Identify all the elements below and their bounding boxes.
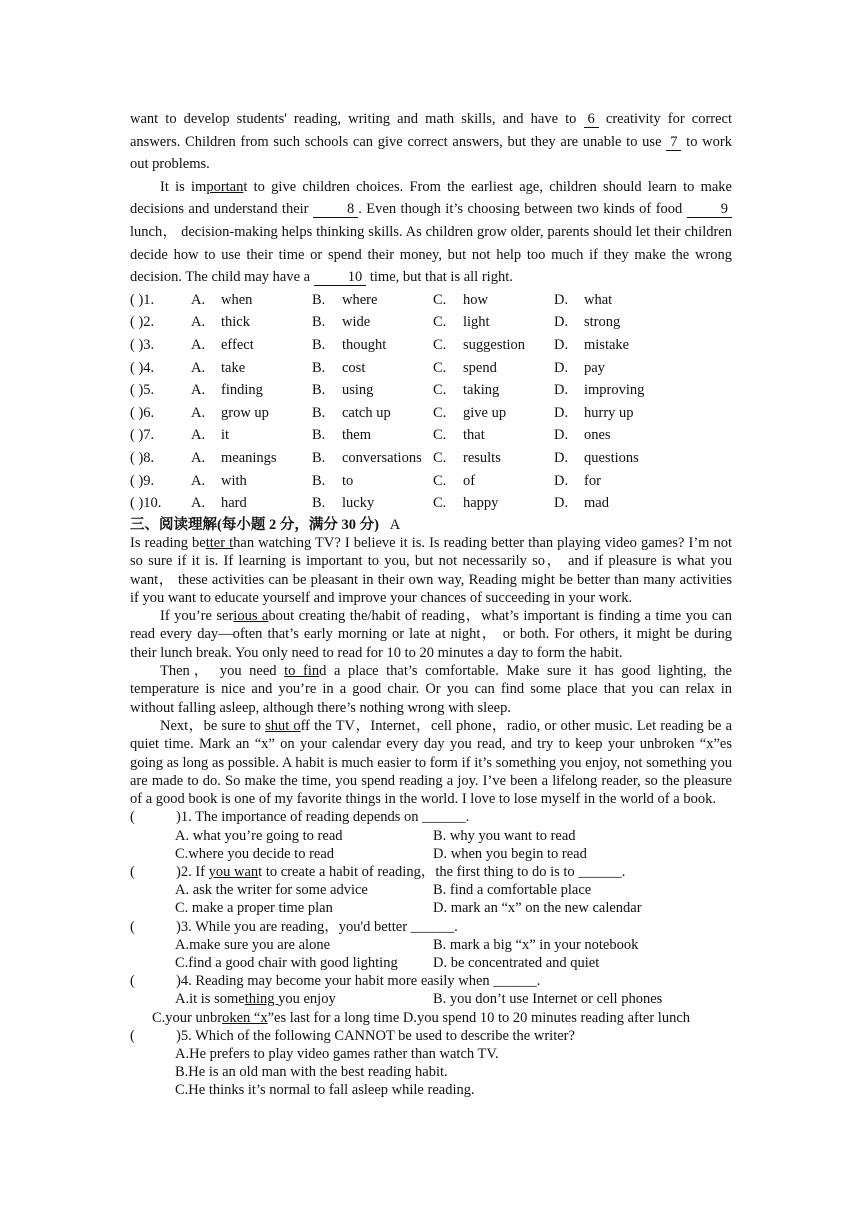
option-letter: C. [433,336,447,353]
reading-question-5 [130,1027,732,1100]
option-c: C. make a proper time plan [175,900,333,917]
option-letter: C. [433,427,447,444]
cloze-paragraph-2 [130,176,732,289]
option-letter: C. [433,291,447,308]
text: ff the TV，Internet，cell phone，radio, or other music. Let reading be a quiet time. Mark an “x” on your calendar every day you read, and try to keep your unbroken “x”es going as long as possible. A habit is much easier to form if it’s something you enjoy, not something you are made to do. So make the time, you spend reading a joy. I’ve been a lifelong reader, so the pleasure of a good book is one of my favorite things in the world. I love to lose myself in the world of a book. [130,717,733,808]
text: ious a [233,608,269,625]
option-letter: B. [312,404,326,421]
option-letter: C. [433,404,447,421]
option-letter: A. [191,382,206,399]
option-letter: D. [554,495,569,512]
option-letter: C. [433,472,447,489]
text: portan [206,178,244,195]
option-c: how [463,291,488,308]
option-a: A.make sure you are alone [175,936,331,953]
cloze-question-row [130,357,732,380]
text: thing [244,991,279,1008]
answer-bracket: ( [130,1027,135,1044]
reading-question-2 [130,863,732,918]
question-stem: )5. Which of the following CANNOT be used to describe the writer? [176,1027,575,1044]
reading-question-1 [130,808,732,863]
question-stem: you wan [208,864,259,881]
cloze-question-row [130,311,732,334]
cloze-paragraph-1 [130,108,732,176]
option-a: finding [221,382,263,399]
question-number: ( )8. [130,449,155,466]
text: to work out problems. [130,133,732,173]
option-letter: B. [312,472,326,489]
section-tag: A [389,516,401,533]
reading-question-3 [130,918,732,973]
passage-paragraph-2 [130,607,732,662]
question-number: ( )5. [130,382,155,399]
option-c: taking [463,382,500,399]
option-letter: D. [554,404,569,421]
blank-9: 9 [687,202,732,218]
option-letter: A. [191,404,206,421]
option-b: thought [342,336,387,353]
text: shut o [265,717,301,734]
option-d: D.you spend 10 to 20 minutes reading after lunch [402,1009,691,1026]
option-letter: D. [554,336,569,353]
question-number: ( )6. [130,404,155,421]
option-a: when [221,291,253,308]
text: oken “x [222,1009,268,1026]
text: bout creating the/habit of reading，what’s important is finding a time you can read every day—often that’s early morning or late at night， or both. For others, it might be during their lunch break. You only need to read for 10 to 20 minutes a day to form the habit. [130,608,732,661]
text: time, but that is all right. [366,269,513,286]
option-a: A.He prefers to play video games rather than watch TV. [175,1046,499,1063]
option-letter: D. [554,449,569,466]
passage-paragraph-3 [130,662,732,717]
blank-6: 6 [584,112,599,128]
option-d: mad [584,495,609,512]
option-letter: B. [312,336,326,353]
option-c: spend [463,359,497,376]
option-c: happy [463,495,499,512]
question-stem: )1. The importance of reading depends on ______. [176,809,470,826]
option-d: D. mark an “x” on the new calendar [433,900,642,917]
option-d: D. when you begin to read [433,845,587,862]
option-letter: B. [312,427,326,444]
question-stem: )3. While you are reading，you'd better ______. [176,918,458,935]
blank-8: 8 [313,202,358,218]
cloze-question-row [130,289,732,312]
option-a: thick [221,314,250,331]
option-b: using [342,382,374,399]
text: tter t [205,534,234,551]
option-c: C.find a good chair with good lighting [175,955,398,972]
blank-10: 10 [314,270,367,286]
cloze-question-row [130,447,732,470]
text: lunch， decision-making helps thinking skills. As children grow older, parents should let their children decide how to use their time or spend their money, but not help too much if they make the wrong decision. The child may have a [130,223,732,286]
option-d: questions [584,449,639,466]
text: han watching TV? I believe it is. Is reading better than playing video games? I’m not so sure if it is. If learning is important to you, but not necessarily so， and if pleasure is what you want， these activities can be pleasant in their own way, Reading might be better than many activities if you want to educate yourself and improve your chances of succeeding in your work. [130,534,732,606]
option-c: of [463,472,476,489]
answer-bracket: ( [130,809,135,826]
option-letter: D. [554,472,569,489]
option-b: B. find a comfortable place [433,882,592,899]
option-letter: D. [554,382,569,399]
option-b: them [342,427,371,444]
option-letter: D. [554,291,569,308]
option-a [175,990,433,1008]
option-c: results [463,449,501,466]
option-b: conversations [342,449,422,466]
option-d: D. be concentrated and quiet [433,955,600,972]
option-c: C.He thinks it’s normal to fall asleep while reading. [175,1082,475,1099]
option-c: suggestion [463,336,526,353]
cloze-question-row [130,492,732,515]
option-letter: C. [433,449,447,466]
question-number: ( )7. [130,427,155,444]
option-d: pay [584,359,605,376]
option-letter: B. [312,449,326,466]
cloze-options [130,289,732,515]
option-b: where [342,291,378,308]
option-a: A. what you’re going to read [175,827,343,844]
option-a: hard [221,495,247,512]
exam-page [130,108,732,1100]
option-letter: C. [433,495,447,512]
cloze-question-row [130,424,732,447]
option-b: to [342,472,354,489]
section-heading [130,516,732,534]
text: d a place that’s comfortable. Make sure it has good lighting, the temperature is nice and you’re in a good chair. Or you can find some place that you can relax in without falling asleep, although there’s nothing wrong with sleep. [130,663,732,716]
text: A.it is some [175,991,245,1008]
question-number: ( )9. [130,472,155,489]
option-d: hurry up [584,404,634,421]
text: ”es last for a long time [267,1009,400,1026]
question-stem: )2. If [176,864,209,881]
option-letter: C. [433,382,447,399]
option-c: give up [463,404,507,421]
text: Then， you need [160,663,285,680]
option-letter: A. [191,472,206,489]
option-letter: B. [312,314,326,331]
cloze-question-row [130,402,732,425]
text: to fin [284,663,320,680]
text: t to give children choices. From the earliest age, children should learn to make decisions and understand their [130,178,732,218]
option-d: for [584,472,601,489]
option-a: it [221,427,230,444]
cloze-question-row [130,470,732,493]
option-letter: A. [191,291,206,308]
option-letter: B. [312,359,326,376]
option-a: with [221,472,247,489]
option-b: catch up [342,404,391,421]
option-letter: A. [191,359,206,376]
option-a: grow up [221,404,269,421]
question-stem: t to create a habit of reading，the first thing to do is to ______. [258,864,626,881]
answer-bracket: ( [130,864,135,881]
option-b: cost [342,359,366,376]
option-c [152,1010,399,1026]
passage-paragraph-1 [130,534,732,607]
option-letter: D. [554,314,569,331]
option-d: mistake [584,336,630,353]
cloze-question-row [130,379,732,402]
text: creativity for correct answers. Children from such schools can give correct answers, but they are unable to use [130,111,732,150]
text: Is reading be [130,534,206,551]
text: If you’re ser [160,608,234,625]
question-stem: )4. Reading may become your habit more easily when ______. [176,973,541,990]
passage-paragraph-4 [130,717,732,808]
option-a: meanings [221,449,277,466]
text: It is im [160,178,207,195]
section-title: 三、阅读理解(每小题 2 分，满分 30 分) [130,516,379,533]
option-c: that [463,427,485,444]
option-d: strong [584,314,621,331]
option-letter: D. [554,359,569,376]
text: . Even though it’s choosing between two kinds of food [358,201,687,218]
question-number: ( )1. [130,291,155,308]
answer-bracket: ( [130,973,135,990]
option-letter: A. [191,336,206,353]
option-b: B. why you want to read [433,827,576,844]
cloze-question-row [130,334,732,357]
option-letter: A. [191,314,206,331]
option-letter: A. [191,449,206,466]
option-letter: A. [191,427,206,444]
question-number: ( )2. [130,314,155,331]
option-b: wide [342,314,371,331]
option-letter: C. [433,314,447,331]
option-letter: A. [191,495,206,512]
option-b: B. you don’t use Internet or cell phones [433,991,663,1008]
option-d: what [584,291,613,308]
option-c: C.where you decide to read [175,845,335,862]
text: C.your unbr [152,1009,223,1026]
reading-question-4 [130,972,732,1027]
option-a: effect [221,336,254,353]
option-b: lucky [342,495,375,512]
option-d: ones [584,427,611,444]
option-letter: B. [312,495,326,512]
option-d: improving [584,382,645,399]
option-b: B. mark a big “x” in your notebook [433,936,639,953]
blank-7: 7 [666,135,681,151]
option-letter: B. [312,382,326,399]
question-number: ( )4. [130,359,155,376]
option-a: take [221,359,246,376]
text: Next，be sure to [160,717,266,734]
question-number: ( )10. [130,495,162,512]
option-b: B.He is an old man with the best reading habit. [175,1064,448,1081]
option-letter: C. [433,359,447,376]
text: want to develop students' reading, writing and math skills, and have to [130,111,584,127]
question-number: ( )3. [130,336,155,353]
option-a: A. ask the writer for some advice [175,882,368,899]
option-letter: D. [554,427,569,444]
option-c: light [463,314,490,331]
option-letter: B. [312,291,326,308]
answer-bracket: ( [130,918,135,935]
text: you enjoy [278,991,336,1008]
